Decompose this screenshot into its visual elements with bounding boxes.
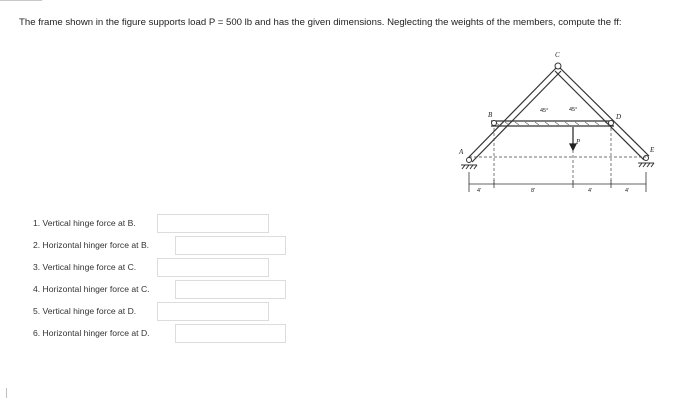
question-label: 6. Horizontal hinger force at D. (33, 328, 150, 338)
pin-d (609, 121, 614, 126)
question-row (33, 214, 293, 234)
dim-label-2: 8' (531, 188, 536, 194)
question-row (33, 302, 293, 322)
member-ac-line-inner (472, 71, 561, 162)
question-row (33, 258, 293, 278)
label-p: P (576, 138, 581, 146)
dim-label-3: 4' (588, 188, 593, 194)
answer-input[interactable] (157, 214, 269, 233)
problem-statement: The frame shown in the figure supports load P = 500 lb and has the given dimensions. Neglecting the weights of the members, compute the ff: (19, 17, 622, 28)
member-ce-line-inner (555, 71, 644, 160)
answer-input[interactable] (157, 258, 269, 277)
question-row (33, 324, 293, 344)
question-label: 1. Vertical hinge force at B. (33, 218, 136, 228)
question-label: 2. Horizontal hinger force at B. (33, 240, 150, 250)
answer-input[interactable] (175, 236, 286, 255)
pin-b (492, 121, 497, 126)
label-e: E (650, 146, 655, 154)
scroll-marker (6, 388, 7, 398)
question-label: 5. Vertical hinge force at D. (33, 306, 137, 316)
question-row (33, 236, 293, 256)
label-c: C (555, 51, 560, 59)
top-divider (0, 0, 42, 1)
answer-input[interactable] (175, 324, 286, 343)
question-label: 4. Horizontal hinger force at C. (33, 284, 150, 294)
angle-right-label: 45° (569, 107, 578, 113)
question-label: 3. Vertical hinge force at C. (33, 262, 137, 272)
label-b: B (488, 111, 493, 119)
answer-input[interactable] (157, 302, 269, 321)
frame-figure (445, 44, 670, 204)
pin-c (555, 63, 561, 69)
pin-a (467, 158, 472, 163)
dim-label-1: 4' (477, 188, 482, 194)
frame-diagram (445, 44, 670, 204)
angle-left-label: 45° (540, 108, 549, 114)
answer-input[interactable] (175, 280, 286, 299)
pin-e (644, 156, 649, 161)
question-row (33, 280, 293, 300)
dim-label-4: 4' (625, 188, 630, 194)
label-d: D (616, 113, 622, 121)
label-a: A (459, 148, 464, 156)
